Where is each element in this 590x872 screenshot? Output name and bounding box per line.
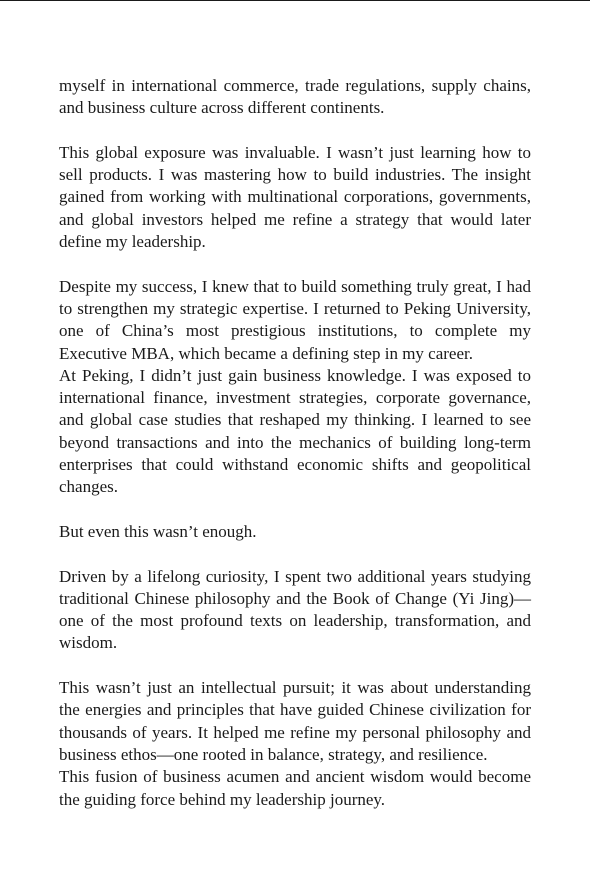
paragraph-global-exposure: This global exposure was invaluable. I wasn’t just learning how to sell products. I was mastering how to build industries. The insight gained from working with multinational corporations, governments, and global investors helped me refine a strategy that would later define my leadership. [59, 142, 531, 252]
page-body [59, 75, 531, 811]
paragraph-lifelong-curiosity: Driven by a lifelong curiosity, I spent two additional years studying traditional Chinese philosophy and the Book of Change (Yi Jing)—one of the most profound texts on leadership, transformation, and wisdom. [59, 566, 531, 653]
paragraph-peking-university: Despite my success, I knew that to build something truly great, I had to strengthen my strategic expertise. I returned to Peking University, one of China’s most prestigious institutions, to complete my Executive MBA, which became a defining step in my career. [59, 276, 531, 363]
top-border-line [0, 0, 590, 1]
paragraph-not-enough: But even this wasn’t enough. [59, 521, 257, 541]
paragraph-at-peking: At Peking, I didn’t just gain business knowledge. I was exposed to international finance, investment strategies, corporate governance, and global case studies that reshaped my thinking. I learned to see beyond transactions and into the mechanics of building long-term enterprises that could withstand economic shifts and geopolitical changes. [59, 365, 531, 497]
paragraph-fusion-of-wisdom: This fusion of business acumen and ancient wisdom would become the guiding force behind my leadership journey. [59, 767, 531, 809]
paragraph-intellectual-pursuit: This wasn’t just an intellectual pursuit; it was about understanding the energies and principles that have guided Chinese civilization for thousands of years. It helped me refine my personal philosophy and business ethos—one rooted in balance, strategy, and resilience. [59, 678, 531, 764]
paragraph-international-commerce: myself in international commerce, trade regulations, supply chains, and business culture across different continents. [59, 76, 531, 118]
